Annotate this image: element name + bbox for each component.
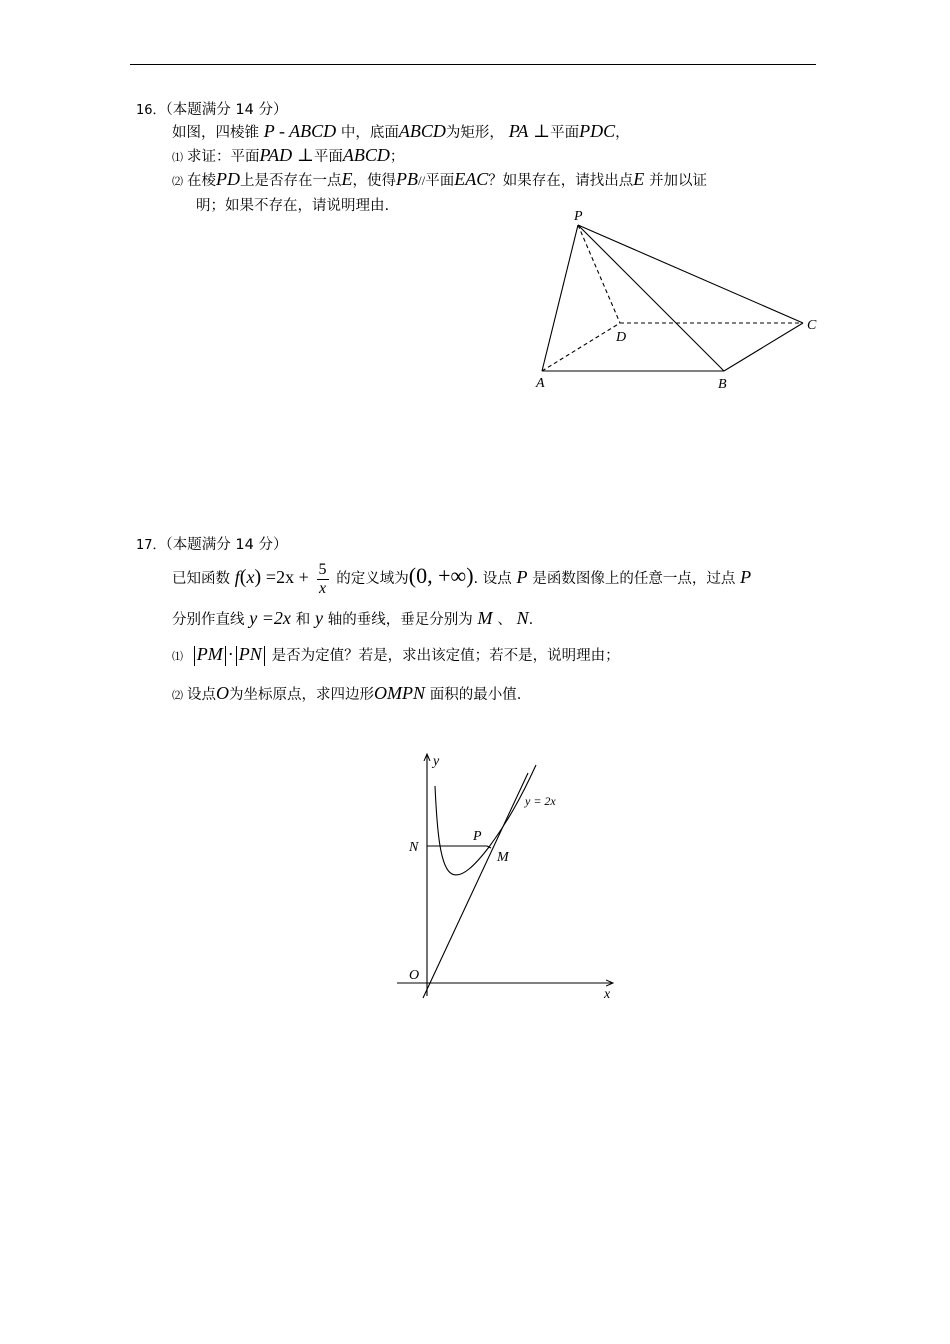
q17-heading	[136, 533, 287, 557]
q16-part1-perp: ⊥	[296, 145, 314, 165]
q16-part1	[172, 144, 404, 169]
label-m: M	[497, 850, 509, 865]
q16-intro-text-d: 平面	[550, 125, 580, 141]
q16-intro-text-b: 中，底面	[340, 125, 399, 141]
q17-part2-text-b: 为坐标原点，求四边形	[229, 687, 374, 703]
q17-part1-text: 是否为定值？若是，求出该定值；若不是，说明理由；	[271, 648, 620, 664]
q16-intro-text-e: ，	[615, 125, 630, 141]
label-line-eq: y = 2x	[525, 794, 556, 808]
q16-intro-text-a: 如图，四棱锥	[172, 125, 259, 141]
q17-text-l2a: 分别作直线	[172, 612, 245, 628]
edge-bc	[724, 323, 803, 371]
label-y: y	[433, 754, 440, 769]
q17-line1: 已知函数 f(x) =2x + $\frac{5}{x}$ 的定义域为(0, +∞). 设点 P 是函数图像上的任意一点，过点 P	[172, 560, 752, 597]
q17-frac-den: x	[318, 579, 327, 597]
q17-score: （本题满分 14 分）	[165, 537, 288, 553]
q17-frac-num: 5	[318, 560, 327, 578]
q17-part1-dot: ·	[227, 644, 234, 664]
q17-p: P	[516, 567, 528, 587]
q17-eq: =2x +	[265, 567, 309, 587]
q17-m: M	[477, 608, 493, 628]
q17-text-l2e: .	[528, 612, 534, 628]
q17-domain: (0, +∞)	[408, 563, 474, 588]
label-d: D	[616, 330, 627, 345]
q16-pdc: PDC	[579, 121, 616, 141]
q16-part2-text-b: 上是否存在一点	[240, 173, 342, 189]
q16-part1-pad: PAD	[259, 145, 293, 165]
q17-part2-ompn: OMPN	[374, 683, 425, 703]
q17-part1-mark: ⑴	[172, 650, 183, 663]
q17-y: y	[314, 608, 323, 628]
q16-intro-text-c: 为矩形，	[445, 125, 504, 141]
q17-text-d: 是函数图像上的任意一点，过点	[532, 571, 736, 587]
label-a: A	[536, 376, 545, 391]
q17-part2-mark: ⑵	[172, 689, 183, 702]
q16-part2-text-c: ，使得	[352, 173, 396, 189]
q16-part2-parallel: //	[418, 173, 426, 188]
q16-part2-pd: PD	[216, 169, 240, 189]
q17-x: x	[246, 567, 255, 587]
q16-base: ABCD	[398, 121, 446, 141]
q17-line2	[172, 607, 533, 631]
q17-p2: P	[740, 567, 752, 587]
q17-f: f	[234, 567, 240, 587]
q16-part2-eac: EAC	[454, 169, 489, 189]
edge-pc	[578, 225, 803, 323]
edge-ad-hidden	[542, 323, 620, 371]
q17-part2-o: O	[216, 683, 229, 703]
line-y-2x	[423, 773, 528, 998]
q16-heading	[136, 98, 287, 122]
q16-part2-text-g: 并加以证	[649, 173, 708, 189]
q16-part2-text-f: ？如果存在，请找出点	[488, 173, 634, 189]
q16-part2-text-d: 平面	[425, 173, 455, 189]
label-n: N	[409, 840, 419, 855]
q17-n: N	[516, 608, 529, 628]
q16-part1-text-a: 求证：平面	[187, 149, 260, 165]
q16-part1-text-c: ；	[389, 149, 405, 165]
q17-number: 17．	[136, 538, 166, 553]
q16-part1-abcd: ABCD	[342, 145, 390, 165]
q16-part2-text-h: 明；如果不存在，请说明理由.	[196, 198, 390, 214]
q17-part2-text-c: 面积的最小值.	[429, 687, 522, 703]
q16-part2-continued	[196, 194, 389, 217]
q16-part1-text-b: 平面	[313, 149, 343, 165]
label-x: x	[604, 987, 611, 1002]
curve-f	[435, 765, 536, 875]
q16-part2-pb: PB	[396, 169, 418, 189]
q17-part2	[172, 682, 521, 707]
edge-pb	[578, 225, 724, 371]
q17-fraction	[317, 561, 329, 598]
q16-part2-text-a: 在棱	[187, 173, 216, 189]
q17-text-l2d: 、	[497, 612, 512, 628]
q16-part2-mark: ⑵	[172, 175, 183, 188]
q16-score: （本题满分 14 分）	[165, 102, 288, 118]
q17-text-a: 已知函数	[172, 571, 230, 587]
q17-part1-pn: PN	[238, 644, 262, 664]
q17-line-eq: y =2x	[249, 608, 291, 628]
q17-part1	[172, 640, 620, 671]
label-p: P	[473, 829, 482, 844]
q17-text-l2c: 轴的垂线，垂足分别为	[327, 612, 473, 628]
q16-pyramid-figure	[530, 200, 830, 400]
q16-part2	[172, 168, 707, 193]
q16-perp: ⊥	[533, 121, 551, 141]
q16-part2-e: E	[341, 169, 353, 189]
edge-pd-hidden	[578, 225, 620, 323]
q16-part1-mark: ⑴	[172, 151, 183, 164]
q16-pyramid: P - ABCD	[263, 121, 337, 141]
q17-graph-figure	[390, 745, 630, 1005]
edge-pa	[542, 225, 578, 371]
label-p: P	[574, 209, 583, 224]
q17-part2-text-a: 设点	[187, 687, 216, 703]
label-b: B	[718, 377, 727, 392]
q16-intro	[172, 120, 630, 144]
q17-text-l2b: 和	[295, 612, 311, 628]
label-o: O	[409, 968, 420, 983]
q16-number: 16．	[136, 103, 166, 118]
header-rule	[130, 64, 816, 65]
q17-text-b: 的定义域为	[336, 571, 409, 587]
q17-text-c: . 设点	[473, 571, 512, 587]
q16-pa: PA	[508, 121, 529, 141]
label-c: C	[807, 318, 817, 333]
q16-part2-e2: E	[633, 169, 645, 189]
q17-part1-pm: PM	[196, 644, 223, 664]
